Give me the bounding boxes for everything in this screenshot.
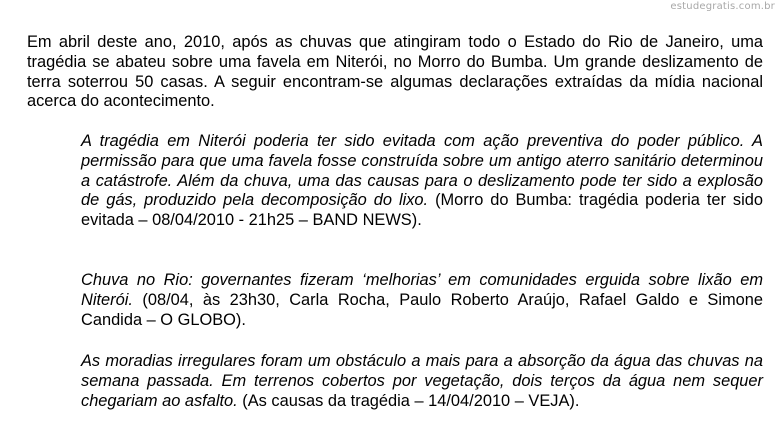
- quote-3-text: As moradias irregulares foram um obstáculo a mais para a absorção da água das chuvas na semana passada. Em terrenos cobertos por vegetação, dois terços da água nem sequer chegariam ao asfalto.: [81, 352, 763, 410]
- quote-3: [81, 352, 763, 411]
- watermark: estudegratis.com.br: [670, 1, 775, 12]
- quote-2: [81, 271, 763, 330]
- quote-1-text: A tragédia em Niterói poderia ter sido evitada com ação preventiva do poder público. A permissão para que uma favela fosse construída sobre um antigo aterro sanitário determinou a catástrofe. Além da chuva, uma das causas para o deslizamento pode ter sido a explosão de gás, produzido pela decomposição do lixo.: [81, 132, 763, 210]
- quote-3-source: (As causas da tragédia – 14/04/2010 – VEJA).: [237, 391, 580, 410]
- quote-1-source: (Morro do Bumba: tragédia poderia ter sido evitada – 08/04/2010 - 21h25 – BAND NEWS).: [81, 191, 763, 230]
- quote-2-text: Chuva no Rio: governantes fizeram ‘melhorias’ em comunidades erguida sobre lixão em Niterói.: [81, 271, 763, 309]
- intro-paragraph: Em abril deste ano, 2010, após as chuvas que atingiram todo o Estado do Rio de Janeiro, uma tragédia se abateu sobre uma favela em Niterói, no Morro do Bumba. Um grande deslizamento de terra soterrou 50 casas. A seguir encontram-se algumas declarações extraídas da mídia nacional acerca do acontecimento.: [27, 33, 763, 111]
- quote-2-source: (08/04, às 23h30, Carla Rocha, Paulo Roberto Araújo, Rafael Galdo e Simone Candida – O GLOBO).: [81, 290, 763, 329]
- quote-1: [81, 132, 763, 231]
